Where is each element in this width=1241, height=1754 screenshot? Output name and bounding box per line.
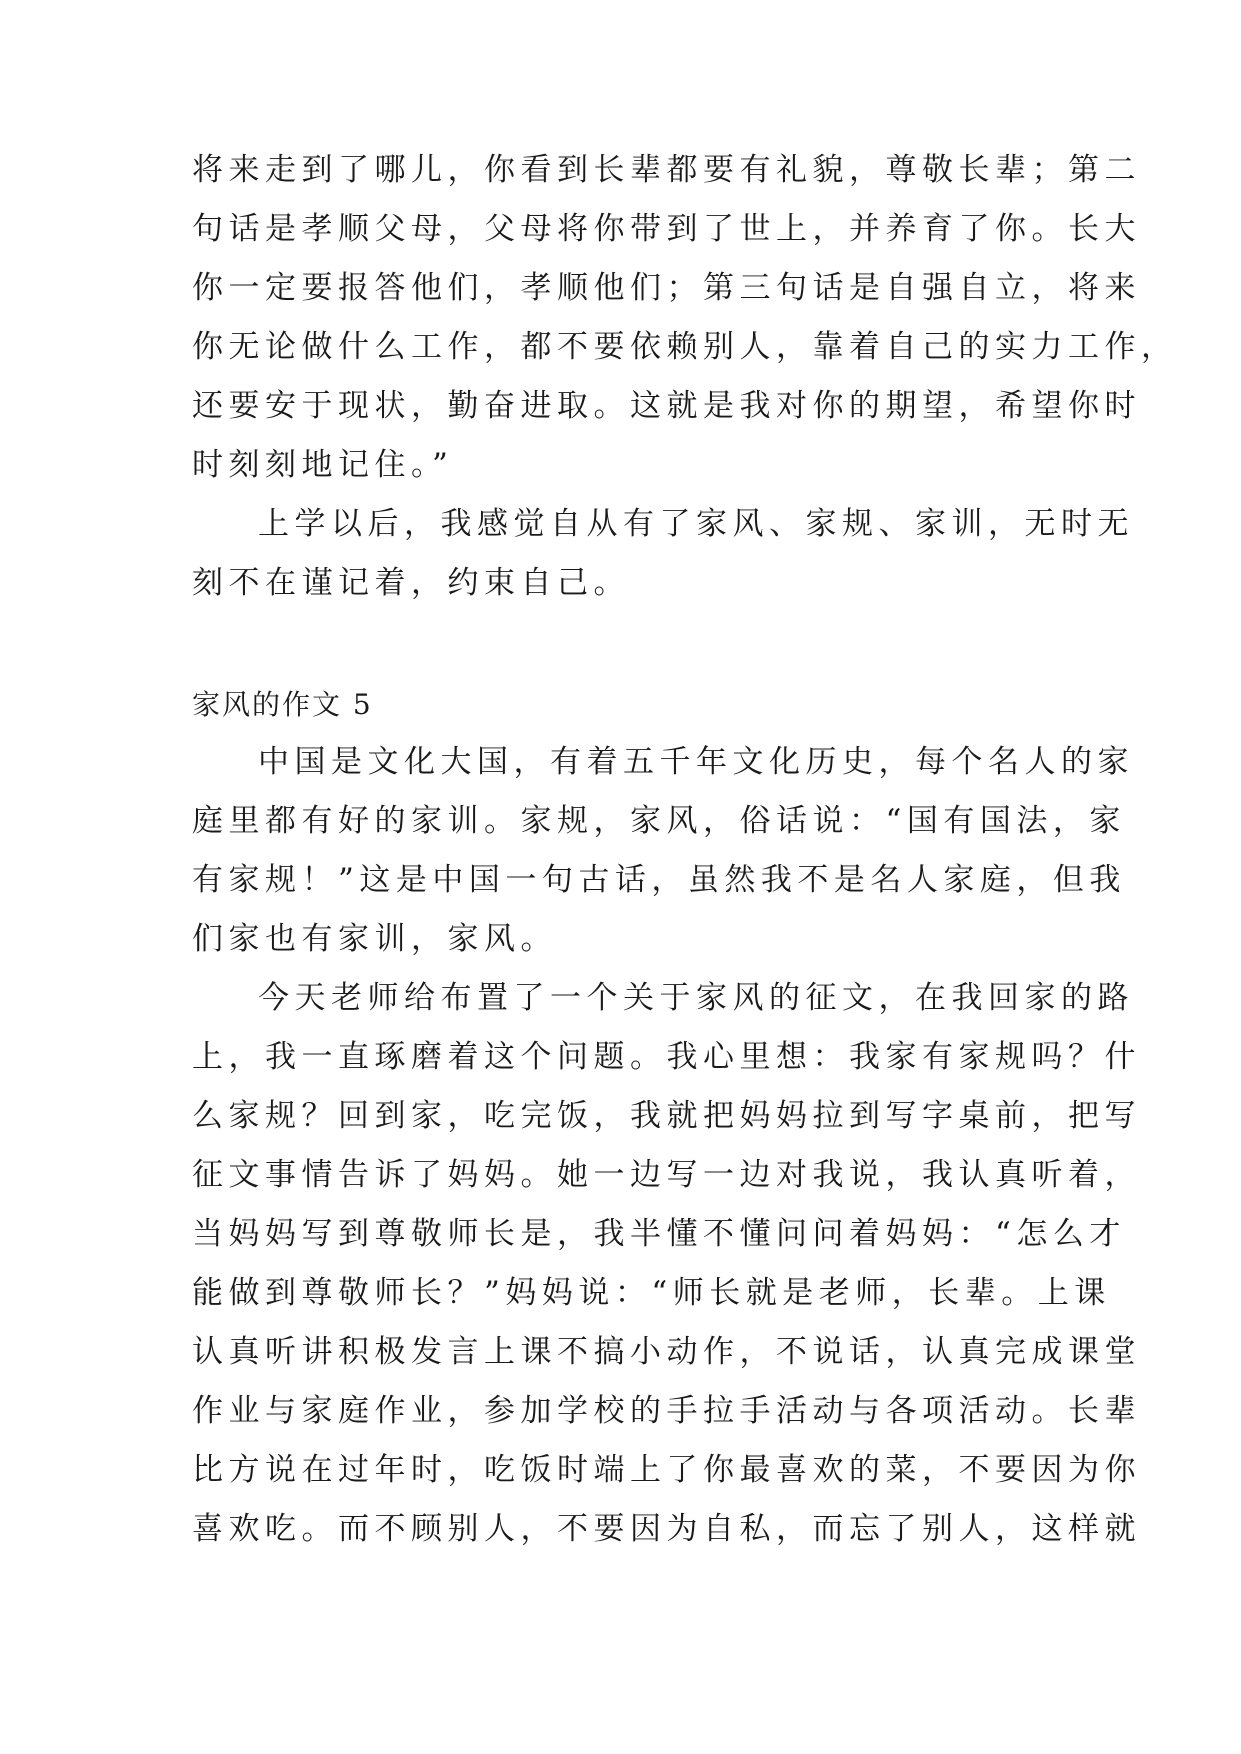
- text-line: 上学以后，我感觉自从有了家风、家规、家训，无时无: [258, 506, 1134, 542]
- text-line: 能做到尊敬师长？”妈妈说：“师长就是老师，长辈。上课: [192, 1275, 1111, 1311]
- text-line: 庭里都有好的家训。家规，家风，俗话说：“国有国法，家: [192, 803, 1126, 839]
- text-line: 句话是孝顺父母，父母将你带到了世上，并养育了你。长大: [192, 211, 1141, 247]
- text-line: 时刻刻地记住。”: [192, 447, 454, 483]
- text-line: 刻不在谨记着，约束自己。: [192, 565, 630, 601]
- text-line: 将来走到了哪儿，你看到长辈都要有礼貌，尊敬长辈；第二: [192, 152, 1141, 188]
- text-line: 比方说在过年时，吃饭时端上了你最喜欢的菜，不要因为你: [192, 1452, 1141, 1488]
- text-line: 你无论做什么工作，都不要依赖别人，靠着自己的实力工作，: [192, 329, 1178, 365]
- text-line: 征文事情告诉了妈妈。她一边写一边对我说，我认真听着，: [192, 1157, 1141, 1193]
- text-line: 当妈妈写到尊敬师长是，我半懂不懂问问着妈妈：“怎么才: [192, 1216, 1126, 1252]
- text-line: 认真听讲积极发言上课不搞小动作，不说话，认真完成课堂: [192, 1334, 1141, 1370]
- text-line: 上，我一直琢磨着这个问题。我心里想：我家有家规吗？什: [192, 1039, 1141, 1075]
- section-heading: 家风的作文 5: [192, 688, 373, 721]
- text-line: 中国是文化大国，有着五千年文化历史，每个名人的家: [258, 744, 1134, 780]
- text-line: 么家规？回到家，吃完饭，我就把妈妈拉到写字桌前，把写: [192, 1098, 1141, 1134]
- text-line: 你一定要报答他们，孝顺他们；第三句话是自强自立，将来: [192, 270, 1141, 306]
- text-line: 还要安于现状，勤奋进取。这就是我对你的期望，希望你时: [192, 388, 1141, 424]
- text-line: 有家规！”这是中国一句古话，虽然我不是名人家庭，但我: [192, 862, 1126, 898]
- text-line: 作业与家庭作业，参加学校的手拉手活动与各项活动。长辈: [192, 1393, 1141, 1429]
- text-line: 今天老师给布置了一个关于家风的征文，在我回家的路: [258, 980, 1134, 1016]
- text-line: 喜欢吃。而不顾别人，不要因为自私，而忘了别人，这样就: [192, 1511, 1141, 1547]
- text-line: 们家也有家训，家风。: [192, 921, 557, 957]
